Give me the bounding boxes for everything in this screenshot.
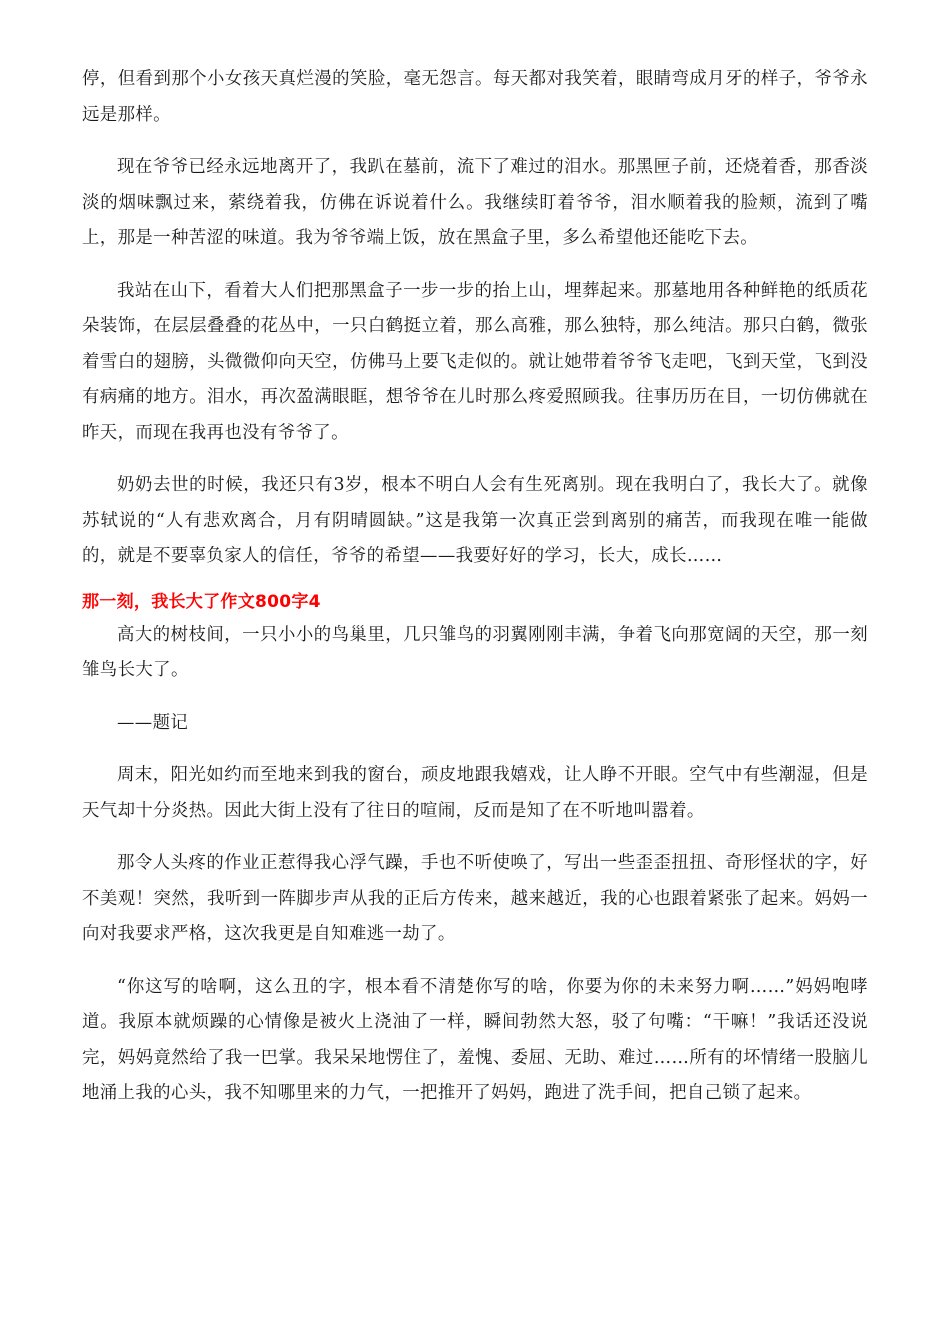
- document-page: [82, 62, 868, 1112]
- paragraph-continued: 停，但看到那个小女孩天真烂漫的笑脸，毫无怨言。每天都对我笑着，眼睛弯成月牙的样子，爷爷永远是那样。: [82, 69, 868, 125]
- epigraph-attribution: ——题记: [117, 712, 189, 733]
- paragraph: 现在爷爷已经永远地离开了，我趴在墓前，流下了难过的泪水。那黑匣子前，还烧着香，那香淡淡的烟味飘过来，萦绕着我，仿佛在诉说着什么。我继续盯着爷爷，泪水顺着我的脸颊，流到了嘴上，那是一种苦涩的味道。我为爷爷端上饭，放在黑盒子里，多么希望他还能吃下去。: [82, 157, 868, 248]
- section-heading: 那一刻，我长大了作文800字4: [82, 591, 321, 612]
- paragraph: 周末，阳光如约而至地来到我的窗台，顽皮地跟我嬉戏，让人睁不开眼。空气中有些潮湿，但是天气却十分炎热。因此大街上没有了往日的喧闹，反而是知了在不听地叫嚣着。: [82, 765, 868, 821]
- paragraph: 那令人头疼的作业正惹得我心浮气躁，手也不听使唤了，写出一些歪歪扭扭、奇形怪状的字，好不美观！突然，我听到一阵脚步声从我的正后方传来，越来越近，我的心也跟着紧张了起来。妈妈一向对我要求严格，这次我更是自知难逃一劫了。: [82, 853, 868, 944]
- paragraph: 我站在山下，看着大人们把那黑盒子一步一步的抬上山，埋葬起来。那墓地用各种鲜艳的纸质花朵装饰，在层层叠叠的花丛中，一只白鹤挺立着，那么高雅，那么独特，那么纯洁。那只白鹤，微张着雪白的翅膀，头微微仰向天空，仿佛马上要飞走似的。就让她带着爷爷飞走吧，飞到天堂，飞到没有病痛的地方。泪水，再次盈满眼眶，想爷爷在儿时那么疼爱照顾我。往事历历在目，一切仿佛就在昨天，而现在我再也没有爷爷了。: [82, 280, 868, 443]
- paragraph: 奶奶去世的时候，我还只有3岁，根本不明白人会有生死离别。现在我明白了，我长大了。就像苏轼说的“人有悲欢离合，月有阴晴圆缺。”这是我第一次真正尝到离别的痛苦，而我现在唯一能做的，就是不要辜负家人的信任，爷爷的希望——我要好好的学习，长大，成长……: [82, 475, 868, 566]
- paragraph: “你这写的啥啊，这么丑的字，根本看不清楚你写的啥，你要为你的未来努力啊……”妈妈咆哮道。我原本就烦躁的心情像是被火上浇油了一样，瞬间勃然大怒，驳了句嘴：“干嘛！”我话还没说完，妈妈竟然给了我一巴掌。我呆呆地愣住了，羞愧、委屈、无助、难过……所有的坏情绪一股脑儿地涌上我的心头，我不知哪里来的力气，一把推开了妈妈，跑进了洗手间，把自己锁了起来。: [82, 976, 868, 1103]
- paragraph: 高大的树枝间，一只小小的鸟巢里，几只雏鸟的羽翼刚刚丰满，争着飞向那宽阔的天空，那一刻雏鸟长大了。: [82, 624, 868, 680]
